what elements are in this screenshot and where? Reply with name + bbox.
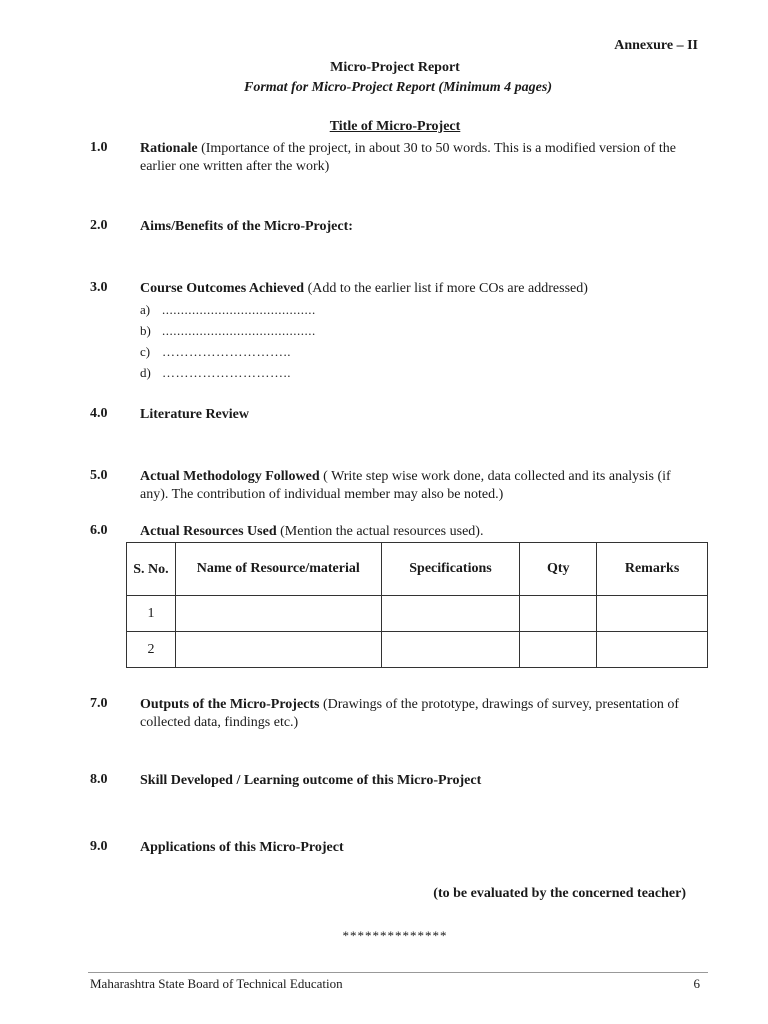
annexure-label: Annexure – II bbox=[614, 38, 698, 53]
table-row bbox=[127, 632, 708, 668]
section-course-outcomes bbox=[140, 280, 700, 298]
section-number: 2.0 bbox=[90, 218, 108, 233]
section-text: (Drawings of the prototype, drawings of survey, presentation of collected data, findings etc.) bbox=[140, 697, 680, 730]
course-outcome-item bbox=[140, 323, 316, 339]
section-title: Course Outcomes Achieved bbox=[140, 281, 305, 296]
table-cell: 1 bbox=[127, 596, 176, 632]
section-number: 7.0 bbox=[90, 696, 108, 711]
outcome-label: b) bbox=[140, 323, 151, 338]
section-text: (Mention the actual resources used). bbox=[276, 524, 484, 539]
column-header-serial: S. No. bbox=[127, 543, 176, 596]
table-cell bbox=[520, 596, 597, 632]
table-cell bbox=[175, 596, 381, 632]
table-cell bbox=[597, 596, 708, 632]
section-number: 1.0 bbox=[90, 140, 108, 155]
outcome-blank: ……………………….. bbox=[162, 344, 291, 359]
outcome-blank: ......................................... bbox=[162, 302, 316, 317]
section-rationale bbox=[140, 140, 700, 176]
report-subtitle: Format for Micro-Project Report (Minimum 4 pages) bbox=[244, 80, 552, 95]
section-number: 5.0 bbox=[90, 468, 108, 483]
table-cell bbox=[520, 632, 597, 668]
section-skills bbox=[140, 772, 700, 790]
section-title: Aims/Benefits of the Micro-Project: bbox=[140, 219, 353, 234]
outcome-blank: ......................................... bbox=[162, 323, 316, 338]
project-title-heading: Title of Micro-Project bbox=[329, 119, 461, 134]
section-title: Actual Resources Used bbox=[140, 524, 277, 539]
section-aims bbox=[140, 218, 700, 236]
footer-organization: Maharashtra State Board of Technical Education bbox=[90, 976, 343, 991]
table-row bbox=[127, 596, 708, 632]
section-title: Applications of this Micro-Project bbox=[140, 840, 344, 855]
course-outcome-item bbox=[140, 302, 316, 318]
column-header-remarks: Remarks bbox=[597, 543, 708, 596]
section-applications bbox=[140, 839, 700, 857]
table-cell bbox=[381, 596, 520, 632]
outcome-blank: ……………………….. bbox=[162, 365, 291, 380]
table-cell bbox=[597, 632, 708, 668]
section-title: Actual Methodology Followed bbox=[140, 469, 320, 484]
course-outcome-item bbox=[140, 344, 291, 360]
table-cell bbox=[381, 632, 520, 668]
section-number: 6.0 bbox=[90, 523, 108, 538]
column-header-specifications: Specifications bbox=[381, 543, 520, 596]
section-text: ( Write step wise work done, data collected and its analysis (if any). The contribution of individual member may also be noted.) bbox=[140, 469, 671, 502]
table-cell: 2 bbox=[127, 632, 176, 668]
page-number: 6 bbox=[693, 976, 700, 991]
section-title: Rationale bbox=[140, 141, 198, 156]
section-methodology bbox=[140, 468, 700, 504]
report-title: Micro-Project Report bbox=[330, 60, 460, 75]
section-number: 4.0 bbox=[90, 406, 108, 421]
section-text: (Add to the earlier list if more COs are addressed) bbox=[304, 281, 588, 296]
section-resources bbox=[140, 523, 700, 541]
section-title: Skill Developed / Learning outcome of this Micro-Project bbox=[140, 773, 482, 788]
evaluation-note: (to be evaluated by the concerned teacher) bbox=[433, 886, 686, 901]
section-number: 3.0 bbox=[90, 280, 108, 295]
table-header-row bbox=[127, 543, 708, 596]
outcome-label: a) bbox=[140, 302, 151, 317]
outcome-label: d) bbox=[140, 365, 151, 380]
column-header-qty: Qty bbox=[520, 543, 597, 596]
separator-stars: ************** bbox=[342, 928, 448, 943]
outcome-label: c) bbox=[140, 344, 151, 359]
column-header-resource: Name of Resource/material bbox=[175, 543, 381, 596]
section-outputs bbox=[140, 696, 700, 732]
resources-table bbox=[126, 542, 708, 668]
section-literature-review bbox=[140, 406, 700, 424]
section-title: Outputs of the Micro-Projects bbox=[140, 697, 320, 712]
table-cell bbox=[175, 632, 381, 668]
section-text: (Importance of the project, in about 30 to 50 words. This is a modified version of the earlier one written after the work) bbox=[140, 141, 676, 174]
footer-divider bbox=[88, 972, 708, 973]
course-outcome-item bbox=[140, 365, 291, 381]
section-number: 9.0 bbox=[90, 839, 108, 854]
section-title: Literature Review bbox=[140, 407, 249, 422]
section-number: 8.0 bbox=[90, 772, 108, 787]
